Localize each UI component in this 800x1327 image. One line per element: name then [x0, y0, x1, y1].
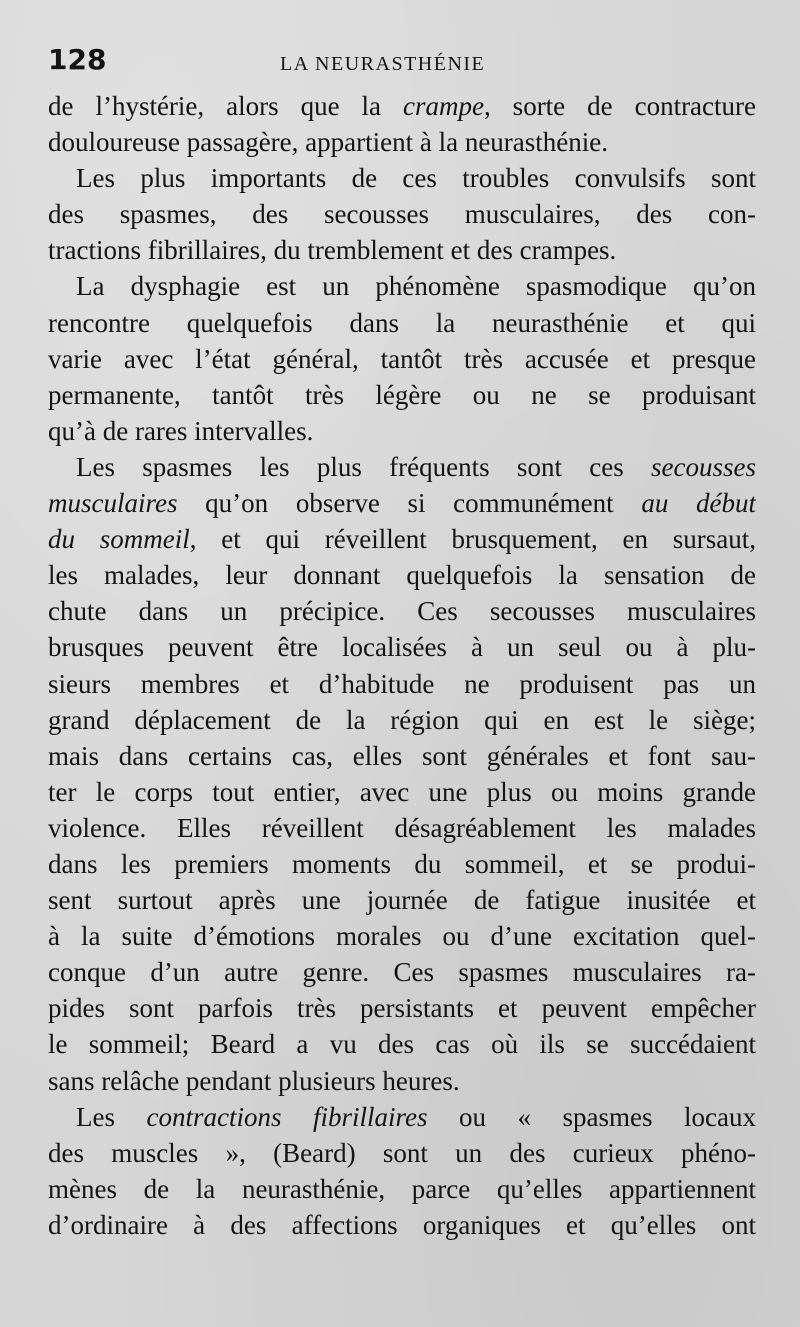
- text-segment: qu’à de rares intervalles.: [48, 415, 314, 446]
- text-segment: permanente, tantôt très légère ou ne se produisant: [48, 379, 756, 410]
- text-line: [48, 846, 756, 882]
- text-segment: ter le corps tout entier, avec une plus ou moins grande: [48, 776, 756, 807]
- text-line: [48, 305, 756, 341]
- text-segment: chute dans un précipice. Ces secousses musculaires: [48, 596, 756, 627]
- text-line: [48, 1135, 756, 1171]
- text-segment: Les spasmes les plus fréquents sont ces: [76, 451, 652, 482]
- text-line: [48, 918, 756, 954]
- text-line: [48, 666, 756, 702]
- text-line: [48, 1171, 756, 1207]
- running-title: LA NEURASTHÉNIE: [280, 53, 486, 75]
- body-text: [48, 88, 756, 1243]
- text-segment: ou « spasmes locaux: [427, 1101, 756, 1132]
- text-line: [48, 341, 756, 377]
- text-line: [48, 990, 756, 1026]
- text-segment: sans relâche pendant plusieurs heures.: [48, 1065, 460, 1096]
- text-segment: tractions fibrillaires, du tremblement et des crampes.: [48, 235, 617, 266]
- text-line: [48, 160, 756, 196]
- page-header: [48, 38, 756, 88]
- text-segment: grand déplacement de la région qui en est le siège;: [48, 704, 756, 735]
- italic-text: contractions fibrillaires: [146, 1101, 428, 1132]
- text-segment: , et qui réveillent brusquement, en sursaut,: [189, 524, 756, 555]
- text-line: [48, 954, 756, 990]
- text-line: [48, 1063, 756, 1099]
- text-line: [48, 1207, 756, 1243]
- text-segment: d’ordinaire à des affections organiques et qu’elles ont: [48, 1209, 756, 1240]
- text-segment: , sorte de contracture: [483, 91, 756, 121]
- text-line: [48, 882, 756, 918]
- text-segment: à la suite d’émotions morales ou d’une excitation quel-: [48, 921, 756, 952]
- text-line: [48, 377, 756, 413]
- text-segment: de l’hystérie, alors que la: [48, 91, 403, 121]
- text-line: [48, 774, 756, 810]
- text-line: [48, 449, 756, 485]
- italic-text: au début: [641, 488, 756, 519]
- text-segment: mènes de la neurasthénie, parce qu’elles appartiennent: [48, 1173, 756, 1204]
- text-line: [48, 413, 756, 449]
- text-segment: conque d’un autre genre. Ces spasmes musculaires ra-: [48, 957, 756, 988]
- text-line: [48, 629, 756, 665]
- text-line: [48, 702, 756, 738]
- text-segment: des spasmes, des secousses musculaires, des con-: [48, 199, 756, 230]
- text-segment: Les plus importants de ces troubles convulsifs sont: [76, 163, 756, 194]
- text-line: [48, 88, 756, 124]
- text-line: [48, 521, 756, 557]
- text-segment: sent surtout après une journée de fatigue inusitée et: [48, 885, 756, 916]
- page-number: 128: [48, 43, 107, 76]
- text-segment: violence. Elles réveillent désagréablement les malades: [48, 812, 756, 843]
- text-line: [48, 1026, 756, 1062]
- text-segment: le sommeil; Beard a vu des cas où ils se succédaient: [48, 1029, 756, 1060]
- text-segment: douloureuse passagère, appartient à la neurasthénie.: [48, 127, 609, 158]
- text-segment: sieurs membres et d’habitude ne produisent pas un: [48, 668, 756, 699]
- text-segment: Les: [76, 1101, 147, 1132]
- text-line: [48, 268, 756, 304]
- text-segment: La dysphagie est un phénomène spasmodique qu’on: [76, 271, 756, 302]
- text-segment: des muscles », (Beard) sont un des curieux phéno-: [48, 1137, 756, 1168]
- text-segment: brusques peuvent être localisées à un seul ou à plu-: [48, 632, 756, 663]
- text-line: [48, 232, 756, 268]
- text-segment: qu’on observe si communément: [177, 488, 642, 519]
- text-line: [48, 738, 756, 774]
- italic-text: du sommeil: [48, 524, 190, 555]
- text-segment: pides sont parfois très persistants et peuvent empêcher: [48, 993, 756, 1024]
- text-segment: les malades, leur donnant quelquefois la sensation de: [48, 560, 756, 591]
- italic-text: musculaires: [48, 488, 178, 519]
- italic-text: crampe: [402, 91, 484, 121]
- text-line: [48, 593, 756, 629]
- text-line: [48, 124, 756, 160]
- text-line: [48, 485, 756, 521]
- text-line: [48, 196, 756, 232]
- italic-text: secousses: [651, 451, 756, 482]
- text-segment: varie avec l’état général, tantôt très accusée et presque: [48, 343, 756, 374]
- text-segment: dans les premiers moments du sommeil, et se produi-: [48, 848, 756, 879]
- text-line: [48, 1099, 756, 1135]
- text-segment: rencontre quelquefois dans la neurasthénie et qui: [48, 307, 756, 338]
- text-line: [48, 810, 756, 846]
- text-line: [48, 557, 756, 593]
- text-segment: mais dans certains cas, elles sont générales et font sau-: [48, 740, 756, 771]
